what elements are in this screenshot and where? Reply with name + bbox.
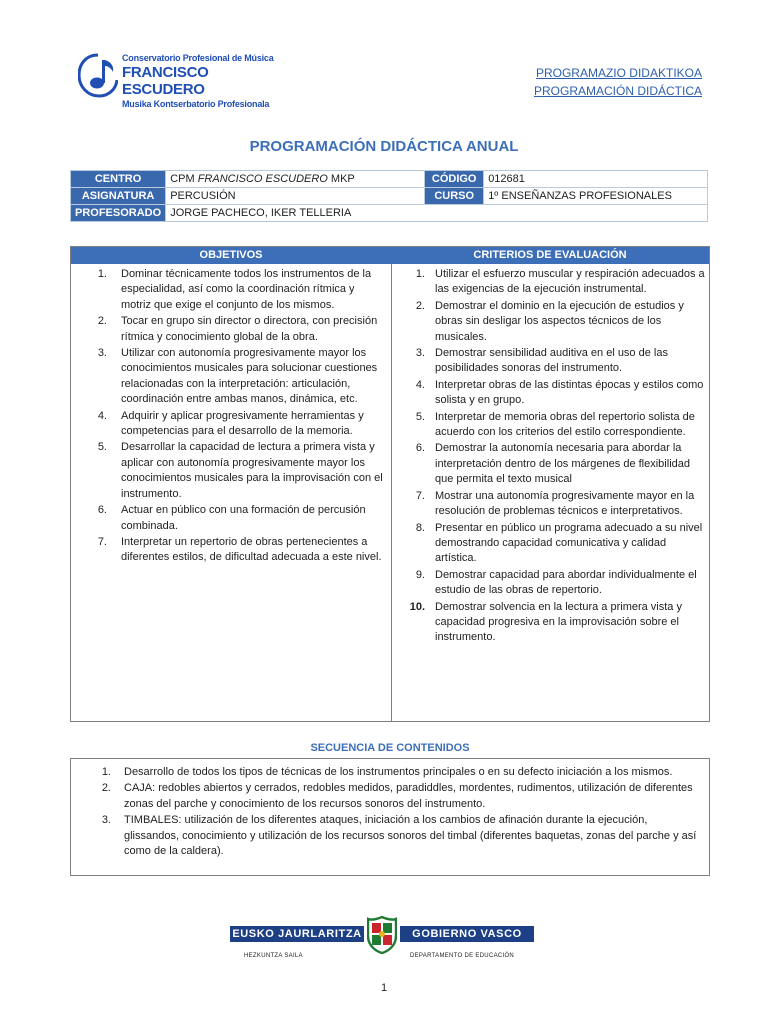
criterio-number: 9. [415, 568, 425, 581]
curso-label: CURSO [425, 188, 484, 205]
profesorado-value: JORGE PACHECO, IKER TELLERIA [166, 205, 708, 222]
objetivo-item [71, 503, 391, 534]
objetivo-item [71, 440, 391, 502]
objetivo-number: 3. [97, 347, 107, 360]
contenido-text: CAJA: redobles abiertos y cerrados, redobles medidos, paradiddles, mordentes, rudimentos, utilización de diferentes zonas del parche y conocimiento de los recursos sonoros del instrumento. [124, 782, 693, 810]
contenido-number: 1. [101, 766, 111, 778]
criterio-number: 8. [415, 521, 425, 534]
contenido-text: Desarrollo de todos los tipos de técnicas de los instrumentos principales o en su defecto iniciación a los mismos. [124, 766, 673, 778]
criterio-item [391, 489, 709, 520]
criterio-text: Demostrar capacidad para abordar individualmente el estudio de las obras de repertorio. [435, 568, 697, 597]
objetivo-text: Tocar en grupo sin director o directora, con precisión rítmica y conocimiento global de la obra. [121, 315, 378, 343]
criterio-number: 7. [415, 489, 425, 502]
criterio-text: Demostrar solvencia en la lectura a primera vista y capacidad progresiva en la improvisación sobre el instrumento. [435, 600, 682, 644]
music-note-logo-icon [78, 52, 118, 98]
secuencia-list [71, 759, 709, 859]
objetivo-text: Utilizar con autonomía progresivamente mayor los conocimientos musicales para solucionar cuestiones relacionadas con la interpretación: articulación, coordinación entre ambas manos, dinámica, etc. [121, 347, 378, 406]
programazio-didaktikoa-link[interactable]: PROGRAMAZIO DIDAKTIKOA [535, 66, 702, 80]
centro-label: CENTRO [71, 171, 166, 188]
criterio-item [391, 410, 709, 441]
codigo-label: CÓDIGO [425, 171, 484, 188]
info-row-profesorado [71, 205, 708, 222]
objetivo-text: Dominar técnicamente todos los instrumentos de la especialidad, así como la coordinación rítmica y motriz que exige el conjunto de los mismos. [121, 268, 372, 311]
coat-of-arms-icon [367, 916, 397, 954]
criterio-item [391, 568, 709, 599]
criterio-item [391, 299, 709, 345]
criterio-number: 10. [409, 600, 425, 613]
secuencia-heading: SECUENCIA DE CONTENIDOS [310, 742, 470, 754]
objetivo-text: Interpretar un repertorio de obras pertenecientes a diferentes estilos, de dificultad adecuada a este nivel. [121, 535, 382, 564]
criterio-text: Mostrar una autonomía progresivamente mayor en la resolución de problemas técnicos e interpretativos. [435, 489, 695, 518]
objetivo-text: Adquirir y aplicar progresivamente herramientas y competencias para el desarrollo de la memoria. [121, 409, 364, 438]
objetivos-column [71, 247, 392, 721]
criterio-item [391, 441, 709, 487]
centro-name: FRANCISCO ESCUDERO [197, 173, 328, 185]
objetivo-number: 4. [97, 409, 107, 422]
criterio-text: Demostrar el dominio en la ejecución de estudios y obras sin desligar los aspectos técnicos de los musicales. [435, 299, 684, 343]
contenido-item [71, 781, 709, 812]
criterios-column [391, 247, 709, 721]
contenido-item [71, 765, 709, 780]
objetivo-number: 7. [97, 535, 107, 548]
info-row-centro [71, 171, 708, 188]
criterio-text: Demostrar la autonomía necesaria para abordar la interpretación dentro de los márgenes de flexibilidad que permita el texto musical [435, 442, 690, 486]
objetivo-item [71, 346, 391, 408]
curso-value: 1º ENSEÑANZAS PROFESIONALES [484, 188, 708, 205]
criterio-number: 2. [415, 299, 425, 312]
criterios-list [391, 264, 709, 646]
logo-line-1: Conservatorio Profesional de Música [122, 53, 274, 63]
criterio-text: Presentar en público un programa adecuado a su nivel demostrando capacidad comunicativa y calidad artística. [435, 521, 703, 565]
objectives-criteria-table [70, 246, 710, 722]
criterio-item [391, 521, 709, 567]
centro-prefix: CPM [170, 173, 198, 185]
objetivo-text: Desarrollar la capacidad de lectura a primera vista y aplicar con autonomía progresivamente mayor los conocimientos musicales para la improvisación con el instrumento. [121, 441, 383, 500]
objetivos-list [71, 264, 391, 566]
profesorado-label: PROFESORADO [71, 205, 166, 222]
logo-text [122, 53, 278, 109]
gobierno-vasco-band: GOBIERNO VASCO [400, 926, 534, 942]
contenido-item [71, 813, 709, 859]
criterio-item [391, 378, 709, 409]
contenido-number: 3. [101, 814, 111, 827]
objetivo-text: Actuar en público con una formación de percusión combinada. [121, 504, 366, 532]
info-row-asignatura [71, 188, 708, 205]
codigo-value: 012681 [484, 171, 708, 188]
criterio-item [391, 600, 709, 646]
programacion-didactica-link[interactable]: PROGRAMACIÓN DIDÁCTICA [533, 84, 702, 98]
contenido-number: 2. [101, 782, 111, 795]
criterio-number: 4. [415, 378, 425, 391]
contenido-text: TIMBALES: utilización de los diferentes ataques, iniciación a los cambios de afinación durante la ejecución, glissandos, conocimiento y utilización de los recursos sonoros del timbal (diferentes baquetas, zonas del parche y así como de la caldera). [124, 814, 697, 858]
objetivo-item [71, 409, 391, 440]
objetivo-item [71, 314, 391, 345]
objetivo-number: 6. [97, 504, 107, 517]
logo-line-2: FRANCISCO ESCUDERO [122, 64, 209, 98]
criterio-text: Interpretar de memoria obras del repertorio solista de acuerdo con los criterios del estilo correspondiente. [435, 410, 695, 439]
criterio-text: Demostrar sensibilidad auditiva en el uso de las posibilidades sonoras del instrumento. [435, 347, 668, 375]
criterio-text: Interpretar obras de las distintas épocas y estilos como solista y en grupo. [435, 378, 704, 407]
criterio-number: 6. [415, 442, 425, 455]
centro-value [166, 171, 425, 188]
asignatura-label: ASIGNATURA [71, 188, 166, 205]
secuencia-box [70, 758, 710, 876]
logo-line-3: Musika Kontserbatorio Profesionala [122, 99, 270, 109]
conservatory-logo [78, 52, 278, 109]
objetivo-number: 1. [97, 268, 107, 280]
criterio-item [391, 346, 709, 377]
page-number: 1 [380, 982, 388, 994]
objetivo-number: 5. [97, 441, 107, 454]
criterio-item [391, 267, 709, 298]
criterio-number: 3. [415, 347, 425, 360]
eusko-jaurlaritza-band: EUSKO JAURLARITZA [230, 926, 364, 942]
gobierno-vasco-logo [230, 916, 534, 970]
criterio-number: 1. [415, 268, 425, 280]
course-info-table [70, 170, 708, 222]
page-title: PROGRAMACIÓN DIDÁCTICA ANUAL [249, 138, 519, 155]
objetivo-item [71, 535, 391, 566]
asignatura-value: PERCUSIÓN [166, 188, 425, 205]
centro-suffix: MKP [327, 173, 355, 185]
objetivos-heading: OBJETIVOS [71, 247, 391, 264]
objetivo-item [71, 267, 391, 313]
hezkuntza-saila-text: HEZKUNTZA SAILA [244, 953, 303, 959]
criterios-heading: CRITERIOS DE EVALUACIÓN [391, 247, 709, 264]
departamento-educacion-text: DEPARTAMENTO DE EDUCACIÓN [410, 953, 515, 959]
criterio-number: 5. [415, 410, 425, 423]
criterio-text: Utilizar el esfuerzo muscular y respiración adecuados a las exigencias de la ejecución instrumental. [435, 268, 705, 296]
objetivo-number: 2. [97, 315, 107, 328]
